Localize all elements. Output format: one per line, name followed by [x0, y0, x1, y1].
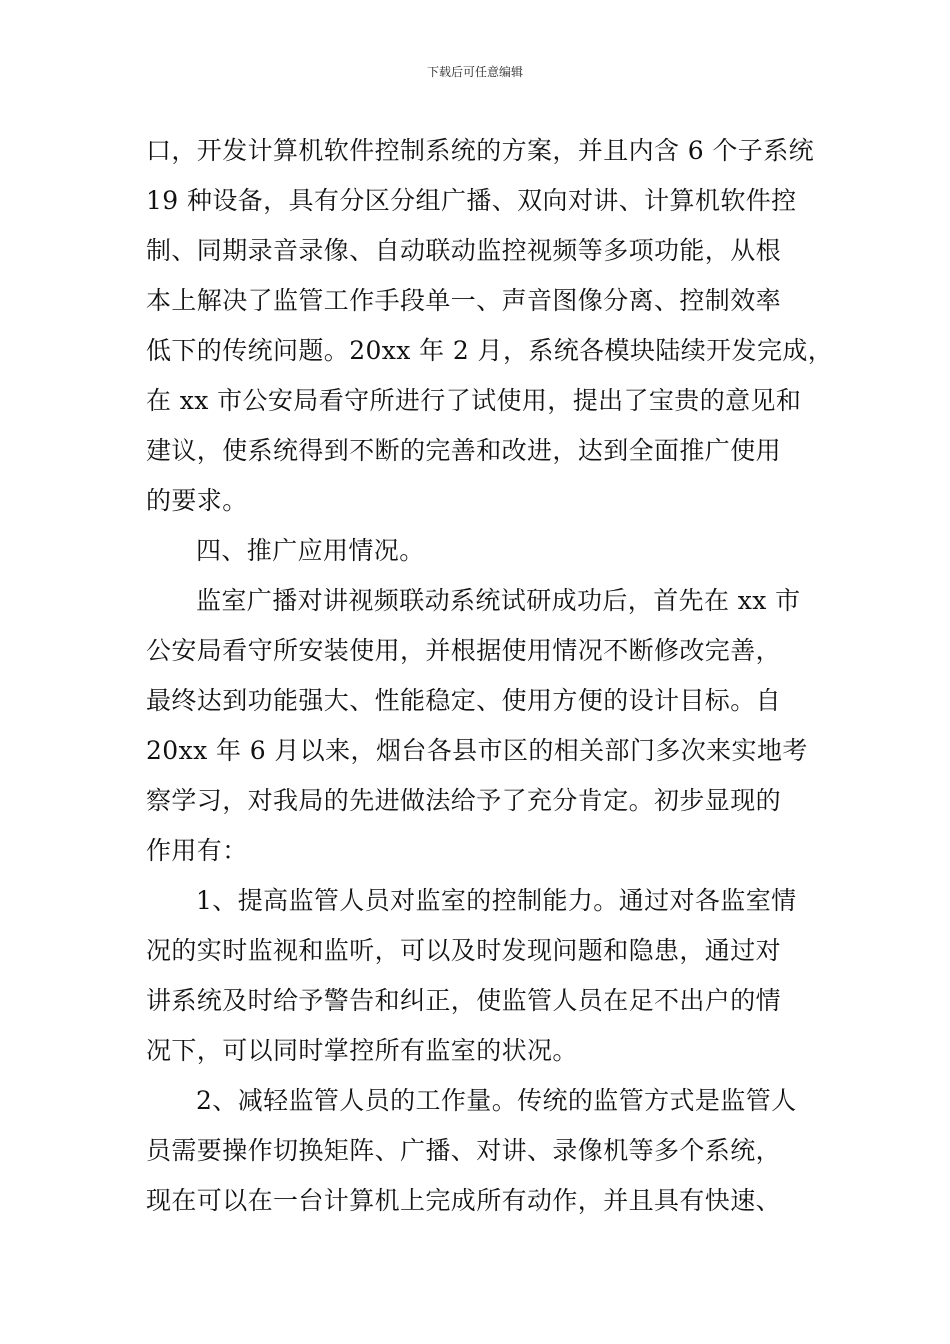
- text-line: 讲系统及时给予警告和纠正，使监管人员在足不出户的情: [146, 986, 782, 1015]
- text-line: 的要求。: [146, 486, 248, 515]
- text-line: 况下，可以同时掌控所有监室的状况。: [146, 1036, 578, 1065]
- text-line: 低下的传统问题。20xx 年 2 月，系统各模块陆续开发完成，: [146, 336, 834, 365]
- text-line: 制、同期录音录像、自动联动监控视频等多项功能，从根: [146, 236, 782, 265]
- text-line: 19 种设备，具有分区分组广播、双向对讲、计算机软件控: [146, 186, 797, 215]
- text-line: 察学习，对我局的先进做法给予了充分肯定。初步显现的: [146, 786, 782, 815]
- text-line: 现在可以在一台计算机上完成所有动作，并且具有快速、: [146, 1186, 782, 1215]
- text-line: 况的实时监视和监听，可以及时发现问题和隐患，通过对: [146, 936, 782, 965]
- list-item-1-first-line: 1、提高监管人员对监室的控制能力。通过对各监室情: [196, 886, 797, 915]
- text-line: 口，开发计算机软件控制系统的方案，并且内含 6 个子系统: [146, 136, 815, 165]
- text-line: 作用有：: [146, 836, 248, 865]
- text-line: 公安局看守所安装使用，并根据使用情况不断修改完善，: [146, 636, 782, 665]
- document-body: [146, 126, 834, 1226]
- text-line: 最终达到功能强大、性能稳定、使用方便的设计目标。自: [146, 686, 782, 715]
- text-line: 20xx 年 6 月以来，烟台各县市区的相关部门多次来实地考: [146, 736, 808, 765]
- text-line: 员需要操作切换矩阵、广播、对讲、录像机等多个系统，: [146, 1136, 782, 1165]
- text-line: 建议，使系统得到不断的完善和改进，达到全面推广使用: [146, 436, 782, 465]
- text-line: 在 xx 市公安局看守所进行了试使用，提出了宝贵的意见和: [146, 386, 802, 415]
- list-item-2-first-line: 2、减轻监管人员的工作量。传统的监管方式是监管人: [196, 1086, 797, 1115]
- page-header: 下载后可任意编辑: [426, 65, 523, 79]
- section-heading: 四、推广应用情况。: [196, 536, 425, 565]
- paragraph-first-line: 监室广播对讲视频联动系统试研成功后，首先在 xx 市: [196, 586, 801, 615]
- text-line: 本上解决了监管工作手段单一、声音图像分离、控制效率: [146, 286, 782, 315]
